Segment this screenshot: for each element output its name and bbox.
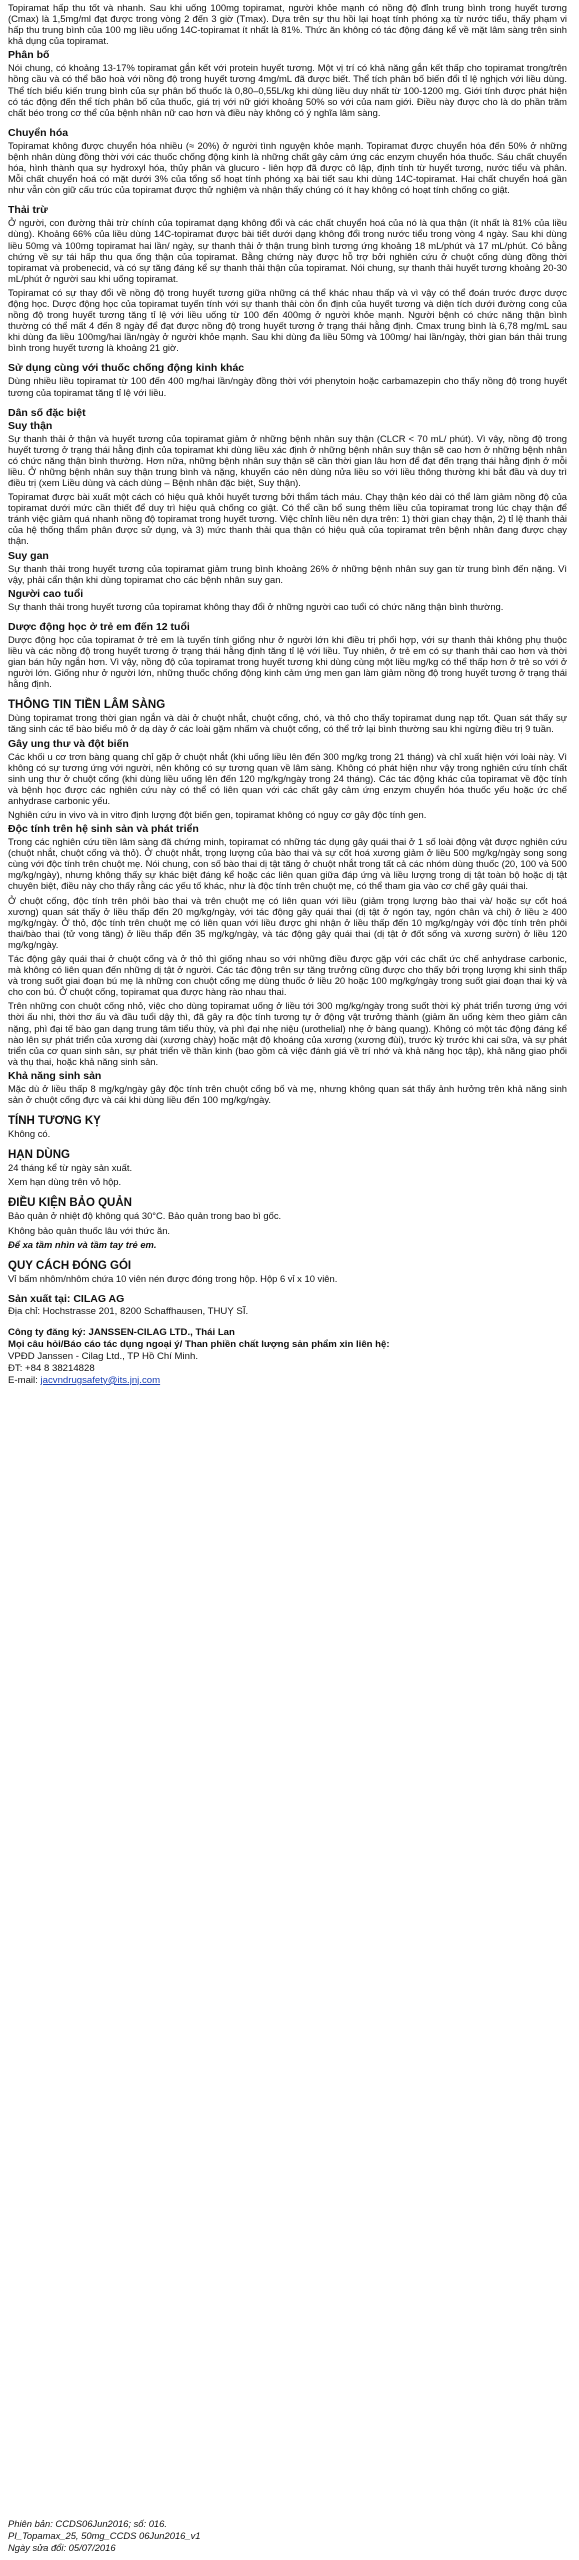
pediatric-heading: Dược động học ở trẻ em đến 12 tuổi xyxy=(8,620,190,633)
fertility-heading: Khả năng sinh sản xyxy=(8,1069,102,1082)
hepatic-impairment-text: Sự thanh thải trong huyết tương của topiramat giảm trung bình khoảng 26% ở những bệnh nhân suy gan từ trung bình đến nặng. Vì vậy, phải cẩn thận khi dùng topiramat cho các bệnh nhân suy gan. xyxy=(8,562,567,585)
distribution-heading: Phân bố xyxy=(8,49,50,62)
registrant-section xyxy=(8,1327,567,1387)
manufacturer-label: Sản xuất tại: CILAG AG xyxy=(8,1292,125,1305)
storage-line-2: Không bảo quản thuốc lâu với thức ăn. xyxy=(8,1224,171,1236)
version-line: Phiên bản: CCDS06Jun2016; số: 016. xyxy=(8,2518,167,2529)
shelf-life-section xyxy=(8,1148,567,1187)
packaging-text: Vỉ bấm nhôm/nhôm chứa 10 viên nén được đóng trong hộp. Hộp 6 vỉ x 10 viên. xyxy=(8,1272,338,1284)
renal-impairment-text-1: Sự thanh thải ở thận và huyết tương của topiramat giảm ở những bệnh nhân suy thận (CLCR < 70 mL/ phút). Vì vậy, nồng độ trong huyết tương ở trạng thái hằng định của topiramat khi dùng liều xác định ở những bệnh nhân suy thận sẽ cao hơn ở những bệnh nhân có chức năng thận bình thường. Hơn nữa, những bệnh nhân suy thận sẽ cần thời gian lâu hơn để đạt đến trạng thái hằng định ở mỗi liều. Ở những bệnh nhân suy thận trung bình và nặng, khuyến cáo nên dùng nửa liều so với liều thông thường khi bắt đầu và duy trì điều trị (xem Liều dùng và cách dùng – Bệnh nhân đặc biệt, Suy thận). xyxy=(8,432,567,488)
contact-phone: ĐT: +84 8 38214828 xyxy=(8,1362,95,1374)
elderly-heading: Người cao tuổi xyxy=(8,587,84,600)
shelf-life-line-2: Xem hạn dùng trên vỏ hộp. xyxy=(8,1176,122,1188)
hepatic-impairment-heading: Suy gan xyxy=(8,549,49,562)
coadministration-text: Dùng nhiều liều topiramat từ 100 đến 400 mg/hai lần/ngày đồng thời với phenytoin hoặc carbamazepin cho thấy nồng độ trong huyết tương của topiramat tăng tỉ lệ với liều. xyxy=(8,375,567,398)
incompatibility-text: Không có. xyxy=(8,1128,51,1140)
reproductive-toxicity-text-2: Ở chuột cống, độc tính trên phôi bào thai và trên chuột mẹ có liên quan với liều (giảm trọng lượng bào thai và/ hoặc sự cốt hoá xương) quan sát thấy ở liều thấp đến 20 mg/kg/ngày, với tác động gây quái thai (dị tật ở ngón tay, ngón chân và chi) ở liều ≥ 400 mg/kg/ngày. Ở thỏ, độc tính trên chuột mẹ có liên quan với liều được ghi nhận ở liều thấp đến 10 mg/kg/ngày với độc tính trên phôi thai/bào thai (tử vong tăng) ở liều thấp đến 35 mg/kg/ngày, và tác động gây quái thai (dị tật ở đốt sống và xương sườn) ở liều 120 mg/kg/ngày. xyxy=(8,894,567,950)
storage-warning: Để xa tầm nhìn và tầm tay trẻ em. xyxy=(8,1238,157,1250)
storage-section xyxy=(8,1196,567,1249)
carcinogenicity-text: Các khối u cơ trơn bàng quang chỉ gặp ở chuột nhắt (khi uống liều lên đến 300 mg/kg trong 21 tháng) và chỉ xuất hiện với loài này. Vì không có sự tương ứng với người, nên không có sự tương quan về lâm sàng. Không có phát hiện như vậy trong nghiên cứu tính chất sinh ung thư ở chuột cống (khi dùng liều uống lên đến 120 mg/kg/ngày trong 24 tháng). Các tác động khác của topiramat về độc tính và bệnh học được các nghiên cứu này có thể có liên quan với các chất gây cảm ứng enzym chuyển hóa thuốc yếu hoặc ức chế anhydrase carbonic yếu. xyxy=(8,750,567,806)
distribution-section xyxy=(8,49,567,117)
shelf-life-line-1: 24 tháng kể từ ngày sản xuất. xyxy=(8,1162,133,1174)
storage-line-1: Bảo quản ở nhiệt độ không quá 30°C. Bảo quản trong bao bì gốc. xyxy=(8,1210,282,1222)
metabolism-text: Topiramat không được chuyển hóa nhiều (≈ 20%) ở người tình nguyện khỏe mạnh. Topiramat được chuyển hóa đến 50% ở những bệnh nhân dùng đồng thời với các thuốc chống động kinh là những chất gây cảm ứng các enzym chuyển hóa thuốc. Sáu chất chuyển hóa, hình thành qua sự hydroxyl hóa, thủy phân và glucuro - liên hợp đã được cô lập, định tính từ huyết tương, nước tiểu và phân. Mỗi chất chuyển hoá có mặt dưới 3% của tổng số hoạt tính phóng xạ bài tiết sau khi dùng 14C-topiramat. Hai chất chuyển hoá gần như vẫn còn giữ cấu trúc của topiramat được thử nghiệm và nhận thấy chúng có ít hay không có hoạt tính chống co giật. xyxy=(8,139,567,196)
renal-impairment-text-2: Topiramat được bài xuất một cách có hiệu quả khỏi huyết tương bởi thẩm tách máu. Chạy thận kéo dài có thể làm giảm nồng độ của topiramat dưới mức cần thiết để duy trì hiệu quả chống co giật. Có thể cần bổ sung thêm liều của topiramat trong lúc chạy thận để tránh việc giảm quá nhanh nồng độ topiramat trong huyết tương. Việc chỉnh liều nên dựa trên: 1) thời gian chạy thận, 2) tỉ lệ thanh thải của hệ thống thẩm phân được sử dụng, và 3) mức thanh thải qua thận có hiệu quả của topiramat trên bệnh nhân đang được chạy thận. xyxy=(8,491,567,547)
reproductive-toxicity-text-1: Trong các nghiên cứu tiền lâm sàng đã chứng minh, topiramat có những tác dụng gây quái thai ở 1 số loài động vật được nghiên cứu (chuột nhắt, chuột cống và thỏ). Ở chuột nhắt, trọng lượng của bào thai và sự cốt hoá xương giảm ở liều 500 mg/kg/ngày song song cùng với độc tính trên chuột mẹ. Nói chung, con số bào thai dị tật tăng ở chuột nhắt trong tất cả các nhóm dùng thuốc (20, 100 và 500 mg/kg/ngày), nhưng không thấy sự khác biệt đáng kể hoặc các liên quan giữa đáp ứng và liều lượng trong dị tật toàn bộ hoặc dị tật chuyên biệt, điều này cho thấy rằng các yếu tố khác, như là độc tính trên chuột mẹ, có thể tham gia vào cơ chế gây quái thai. xyxy=(8,836,567,892)
elderly-text: Sự thanh thải trong huyết tương của topiramat không thay đổi ở những người cao tuổi có chức năng thận bình thường. xyxy=(8,600,504,612)
packaging-section xyxy=(8,1259,567,1284)
special-populations-section xyxy=(8,407,567,612)
contact-instruction: Mọi câu hỏi/Báo cáo tác dụng ngoại ý/ Than phiền chất lượng sản phẩm xin liên hệ: xyxy=(8,1338,390,1350)
reproductive-toxicity-text-3: Tác động gây quái thai ở chuột cống và ở thỏ thì giống nhau so với những điều được gặp với các chất ức chế anhydrase carbonic, mà không có liên quan đến những dị tật ở người. Các tác động trên sự tăng trưởng cũng được cho thấy bởi trọng lượng khi sinh thấp và trong suốt giai đoạn bú mẹ là những con chuột cống mẹ dùng thuốc ở liều 20 hoặc 100 mg/kg/ngày trong suốt giai đoạn thai kỳ và cho con bú. Ở chuột cống, topiramat qua được hàng rào nhau thai. xyxy=(8,953,567,998)
elimination-heading: Thải trừ xyxy=(8,204,48,217)
elimination-text-2: Topiramat có sự thay đổi về nồng độ trong huyết tương giữa những cá thể khác nhau thấp và vì vậy có thể đoán trước được dược động học. Dược động học của topiramat tuyến tính với sự thanh thải còn ổn định của huyết tương và diện tích dưới đường cong của nồng độ trong huyết tương tăng tỉ lệ với liều uống từ 100 đến 400mg ở người khỏe mạnh. Người bệnh có chức năng thận bình thường có thể mất 4 đến 8 ngày để đạt được nồng độ trong huyết tương ở trạng thái hằng định. Cmax trung bình là 6,78 mg/mL sau khi dùng đa liều 100mg/hai lần/ngày ở người khỏe mạnh. Sau khi dùng đa liều 50mg và 100mg/ hai lần/ngày, thời gian bán thải trung bình trong huyết tương là khoảng 21 giờ. xyxy=(8,286,567,354)
genotoxicity-text: Nghiên cứu in vivo và in vitro định lượng đột biến gen, topiramat không có nguy cơ gây độc tính gen. xyxy=(8,808,427,820)
reproductive-toxicity-heading: Độc tính trên hệ sinh sản và phát triển xyxy=(8,823,199,836)
version-footer xyxy=(8,2518,567,2554)
manufacturer-section xyxy=(8,1293,567,1318)
incompatibility-heading: TÍNH TƯƠNG KỴ xyxy=(8,1115,101,1128)
contact-email-row xyxy=(8,1375,567,1387)
manufacturer-address: Địa chỉ: Hochstrasse 201, 8200 Schaffhausen, THUỴ SĨ. xyxy=(8,1305,249,1317)
representative-office: VPĐD Janssen - Cilag Ltd., TP Hồ Chí Minh. xyxy=(8,1350,199,1362)
document-code-line: PI_Topamax_25, 50mg_CCDS 06Jun2016_v1 xyxy=(8,2530,201,2541)
distribution-text: Nói chung, có khoảng 13-17% topiramat gắn kết với protein huyết tương. Một vị trí có khả năng gắn kết thấp cho topiramat trong/trên hồng cầu và có thể bão hoà với nồng độ trong huyết tương 4mg/mL đã được biết. Thể tích phân bố biến đổi tỉ lệ nghịch với liều dùng. Thể tích biểu kiến trung bình của sự phân bố thuốc là 0,80–0,55L/kg khi dùng liều duy nhất từ 100-1200 mg. Giới tính được phát hiện có tác động đến thể tích phân bố của thuốc, giá trị với nữ giới khoảng 50% so với của nam giới. Điều này được cho là do phần trăm chất béo trong cơ thể của bệnh nhân nữ cao hơn và điều này không có ý nghĩa lâm sàng. xyxy=(8,62,567,118)
metabolism-section xyxy=(8,127,567,195)
coadministration-section xyxy=(8,362,567,397)
elimination-text-1: Ở người, con đường thải trừ chính của topiramat dạng không đổi và các chất chuyển hoá của nó là qua thận (ít nhất là 81% của liều dùng). Khoảng 66% của liều dùng 14C-topiramat được bài tiết dưới dạng không đổi trong nước tiểu trong vòng 4 ngày. Sau khi dùng liều 50mg và 100mg topiramat hai lần/ ngày, sự thanh thải ở thận trung bình tương ứng khoảng 18 mL/phút và 17 mL/phút. Có bằng chứng về sự tái hấp thu qua ống thận của topiramat. Bằng chứng này được hỗ trợ bởi nghiên cứu ở chuột cống dùng đồng thời topiramat và probenecid, và có sự tăng đáng kể sự thanh thải thận của topiramat. Nói chung, sự thanh thải huyết tương khoảng 20-30 mL/phút ở người sau khi uống topiramat. xyxy=(8,217,567,284)
metabolism-heading: Chuyển hóa xyxy=(8,126,69,139)
pediatric-section xyxy=(8,621,567,689)
absorption-paragraph: Topiramat hấp thu tốt và nhanh. Sau khi uống 100mg topiramat, người khỏe mạnh có nồng độ đỉnh trung bình trong huyết tương (Cmax) là 1,5mg/ml đạt được trong vòng 2 đến 3 giờ (Tmax). Dựa trên sự thu hồi lại hoạt tính phóng xạ từ nước tiểu, thấy phạm vi hấp thu trung bình của 100 mg liều uống 14C-topiramat ít nhất là 81%. Thức ăn không có tác động đáng kể về mặt lâm sàng trên sinh khả dụng của topiramat. xyxy=(8,2,567,47)
fertility-text: Mặc dù ở liều thấp 8 mg/kg/ngày gây độc tính trên chuột cống bố và mẹ, nhưng không quan sát thấy ảnh hưởng trên khả năng sinh sản ở chuột cống đực và cái khi dùng liều đến 100 mg/kg/ngày. xyxy=(8,1082,567,1106)
registrant-company: Công ty đăng ký: JANSSEN-CILAG LTD., Thái Lan xyxy=(8,1326,235,1338)
preclinical-section xyxy=(8,698,567,1105)
email-label: E-mail: xyxy=(8,1374,41,1386)
coadministration-heading: Sử dụng cùng với thuốc chống động kinh khác xyxy=(8,362,245,375)
storage-heading: ĐIỀU KIỆN BẢO QUẢN xyxy=(8,1197,132,1210)
pediatric-text: Dược động học của topiramat ở trẻ em là tuyến tính giống như ở người lớn khi điều trị phối hợp, với sự thanh thải không phụ thuộc liều và các nồng độ trong huyết tương ở trạng thái hằng định tăng tỉ lệ với liều. Tuy nhiên, ở trẻ em có sự thanh thải cao hơn và thời gian bán hủy ngắn hơn. Vì vậy, nồng độ của topiramat trong huyết tương khi dùng cùng một liều mg/kg có thể thấp hơn ở trẻ so với ở người lớn. Giống như ở người lớn, những thuốc chống động kinh cảm ứng men gan làm giảm nồng độ trong huyết tương ở trạng thái hằng định. xyxy=(8,633,567,690)
carcinogenicity-heading: Gây ung thư và đột biến xyxy=(8,737,129,750)
preclinical-heading: THÔNG TIN TIỀN LÂM SÀNG xyxy=(8,699,166,712)
revision-date-line: Ngày sửa đổi: 05/07/2016 xyxy=(8,2542,116,2553)
email-link[interactable]: jacvndrugsafety@its.jnj.com xyxy=(40,1374,161,1386)
reproductive-toxicity-text-4: Trên những con chuột cống nhỏ, việc cho dùng topiramat uống ở liều tới 300 mg/kg/ngày trong suốt thời kỳ phát triển tương ứng với thời ấu nhi, thời thơ ấu và đầu tuổi dậy thì, đã gây ra độc tính tương tự ở động vật trưởng thành (giảm ăn uống kèm theo giảm cân nặng, phì đại tế bào gan dạng trung tâm tiểu thùy, và phì đại nhẹ niệu (urothelial) nhẹ ở bàng quang). Không có một tác động đáng kể nào lên sự phát triển của xương dài (xương chày) hoặc mật độ khoáng của xương (xương đùi), trước kỳ trước khi cai sữa, và sự phát triển của cơ quan sinh sản, sự phát triển về thần kinh (bao gồm cả việc đánh giá về trí nhớ và khả năng học tập), khả năng giao phối và thụ thai, hoặc khả năng sinh sản. xyxy=(8,1000,567,1067)
shelf-life-heading: HẠN DÙNG xyxy=(8,1149,70,1162)
renal-impairment-heading: Suy thận xyxy=(8,419,53,432)
incompatibility-section xyxy=(8,1114,567,1139)
special-populations-heading: Dân số đặc biệt xyxy=(8,406,86,419)
packaging-heading: QUY CÁCH ĐÓNG GÓI xyxy=(8,1259,132,1272)
elimination-section xyxy=(8,204,567,353)
preclinical-intro: Dùng topiramat trong thời gian ngắn và dài ở chuột nhắt, chuột cống, chó, và thỏ cho thấy topiramat dung nạp tốt. Quan sát thấy sự tăng sinh các tế bào biểu mô ở dạ dày ở các loài gặm nhấm và chuột cống, có thể trở lại bình thường sau khi ngừng điều trị 9 tuần. xyxy=(8,712,567,735)
